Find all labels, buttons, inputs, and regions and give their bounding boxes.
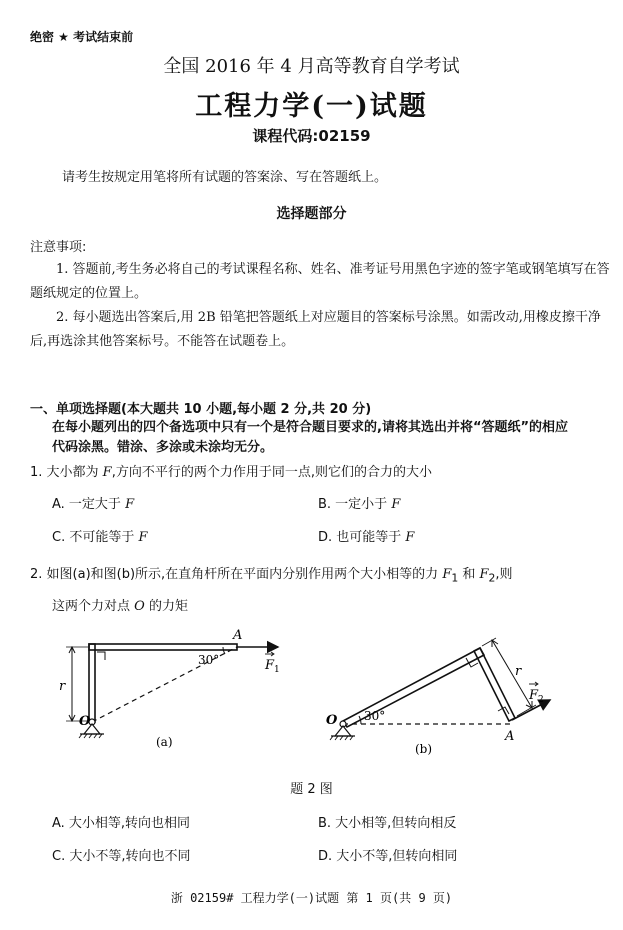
note-item-2: 2. 每小题选出答案后,用 2B 铅笔把答题纸上对应题目的答案标号涂黑。如需改动,用橡皮擦干净后,再选涂其他答案标号。不能答在试题卷上。: [30, 310, 601, 349]
part1-heading: 一、单项选择题(本大题共 10 小题,每小题 2 分,共 20 分): [30, 402, 372, 417]
part1-instructions: 在每小题列出的四个备选项中只有一个是符合题目要求的,请将其选出并将“答题纸”的相应代码涂黑。错涂、多涂或未涂均无分。: [52, 420, 569, 455]
section-title: 选择题部分: [276, 206, 347, 222]
q1-option-b: B. 一定小于 F: [318, 497, 401, 512]
exam-name: 全国 2016 年 4 月高等教育自学考试: [163, 56, 460, 77]
label-a-angle: 30°: [198, 653, 220, 667]
label-b-point-o: O: [326, 713, 338, 728]
secret-label: 绝密 ★ 考试结束前: [30, 30, 134, 44]
question-1-stem: 1. 大小都为 F,方向不平行的两个力作用于同一点,则它们的合力的大小: [30, 465, 432, 480]
q1-option-d: D. 也可能等于 F: [318, 530, 415, 545]
figure-caption: 题 2 图: [290, 782, 333, 797]
bar-a-horizontal: [89, 644, 237, 650]
label-f2-sub: 2: [538, 695, 544, 705]
answer-instruction: 请考生按规定用笔将所有试题的答案涂、写在答题纸上。: [62, 170, 388, 185]
label-b-angle: 30°: [364, 709, 386, 723]
q1-option-a: A. 一定大于 F: [52, 497, 135, 512]
notes-title: 注意事项:: [30, 240, 87, 255]
course-code: 课程代码:02159: [252, 127, 371, 145]
question-2-stem: 2. 如图(a)和图(b)所示,在直角杆所在平面内分别作用两个大小相等的力 $F_1$ 和 $F_2$,则: [30, 567, 513, 585]
label-a-point-a: A: [233, 628, 243, 643]
question-2-stem-cont: 这两个力对点 O 的力矩: [52, 599, 188, 614]
page-title: 工程力学(一)试题: [195, 91, 428, 122]
q2-option-c: C. 大小不等,转向也不同: [52, 849, 191, 864]
figure-b-label: (b): [415, 742, 433, 756]
right-angle-mark: [97, 652, 105, 660]
label-f1-sub: 1: [274, 665, 280, 675]
figure-a-label: (a): [156, 735, 173, 749]
note-item-1: 1. 答题前,考生务必将自己的考试课程名称、姓名、准考证号用黑色字迹的签字笔或钢笔填写在答题纸规定的位置上。: [30, 262, 610, 301]
figure-b: [326, 638, 550, 756]
q1-option-c: C. 不可能等于 F: [52, 530, 148, 545]
bar-a-vertical: [89, 644, 95, 722]
bar-b-short: [474, 648, 515, 721]
label-b-r: r: [515, 664, 522, 679]
page-footer: 浙 02159# 工程力学(一)试题 第 1 页(共 9 页): [170, 891, 453, 905]
q2-option-a: A. 大小相等,转向也相同: [52, 816, 191, 831]
label-f1: F: [265, 658, 275, 673]
q2-option-b: B. 大小相等,但转向相反: [318, 816, 457, 831]
support-b: [335, 726, 351, 736]
label-b-point-a: A: [505, 729, 515, 744]
force-f2-arrow: [512, 700, 550, 720]
label-a-r: r: [59, 679, 66, 694]
label-a-point-o: O: [79, 714, 91, 729]
label-f2: F: [529, 688, 539, 703]
figure-a: [59, 628, 280, 749]
q2-option-d: D. 大小不等,但转向相同: [318, 849, 458, 864]
question-2-figure: [0, 620, 623, 775]
